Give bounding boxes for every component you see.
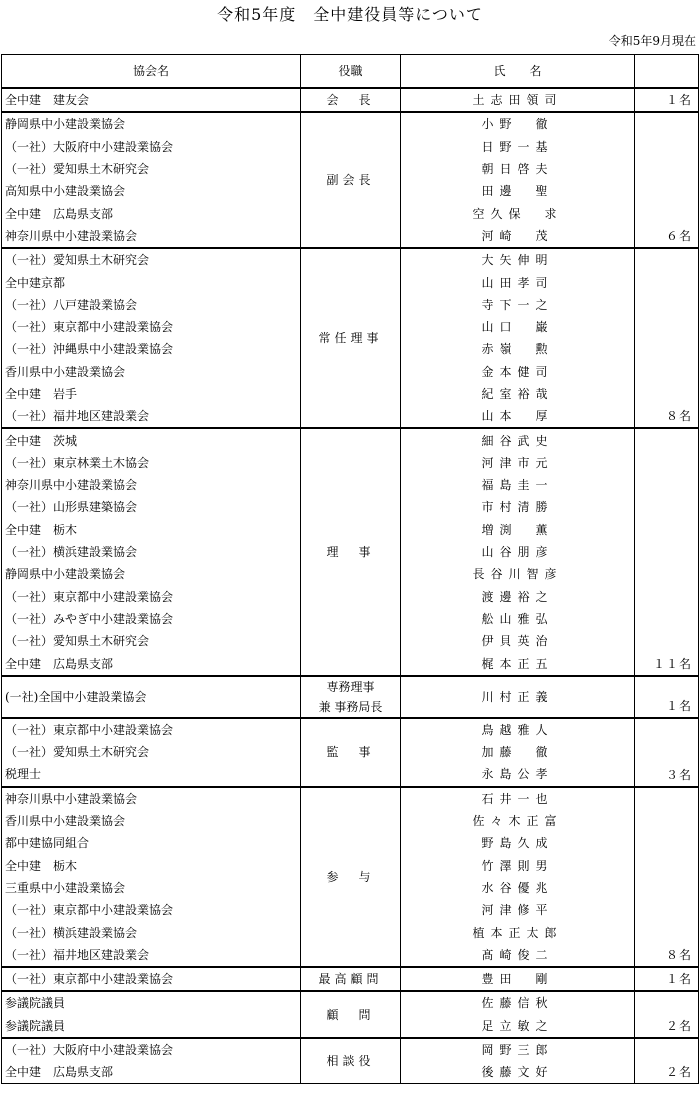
officer-name-cell: 大矢伸明 <box>401 248 635 271</box>
association-cell: （一社）八戸建設業協会 <box>2 294 301 316</box>
association-cell: （一社）東京都中小建設業協会 <box>2 316 301 338</box>
officer-name-cell: 渡邊裕之 <box>401 586 635 608</box>
officer-name-cell: 髙崎俊二 <box>401 944 635 967</box>
association-cell: 神奈川県中小建設業協会 <box>2 225 301 248</box>
association-cell: 全中建 岩手 <box>2 383 301 405</box>
role-cell: 相談役 <box>301 1038 401 1084</box>
column-header-association: 協会名 <box>2 55 301 89</box>
association-cell: 静岡県中小建設業協会 <box>2 563 301 585</box>
officer-name-cell: 岡野三郎 <box>401 1038 635 1061</box>
association-cell: 静岡県中小建設業協会 <box>2 112 301 135</box>
officer-roster-table <box>1 54 699 1084</box>
table-header-row <box>2 55 699 89</box>
officer-name-cell: 土志田領司 <box>401 88 635 112</box>
role-cell: 常任理事 <box>301 248 401 428</box>
association-cell: 三重県中小建設業協会 <box>2 877 301 899</box>
association-cell: （一社）福井地区建設業会 <box>2 944 301 967</box>
member-count-cell: １名 <box>635 676 699 718</box>
association-cell: （一社）福井地区建設業会 <box>2 405 301 428</box>
officer-name-cell: 舩山雅弘 <box>401 608 635 630</box>
association-cell: （一社）横浜建設業協会 <box>2 921 301 943</box>
association-cell: （一社）山形県建築協会 <box>2 496 301 518</box>
member-count-cell: ８名 <box>635 248 699 428</box>
association-cell: （一社）東京都中小建設業協会 <box>2 586 301 608</box>
association-cell: （一社）東京林業土木協会 <box>2 452 301 474</box>
member-count-cell: ２名 <box>635 1038 699 1084</box>
role-cell: 顧 問 <box>301 991 401 1038</box>
association-cell: 全中建 広島県支部 <box>2 652 301 675</box>
association-cell: 香川県中小建設業協会 <box>2 810 301 832</box>
officer-name-cell: 赤嶺 勲 <box>401 338 635 360</box>
column-header-count <box>635 55 699 89</box>
association-cell: 都中建協同組合 <box>2 832 301 854</box>
association-cell: （一社）大阪府中小建設業協会 <box>2 1038 301 1061</box>
officer-name-cell: 日野一基 <box>401 136 635 158</box>
officer-name-cell: 加藤 徹 <box>401 741 635 763</box>
officer-name-cell: 増渕 薫 <box>401 519 635 541</box>
member-count-cell: ８名 <box>635 787 699 967</box>
role-cell: 専務理事 兼 事務局長 <box>301 676 401 718</box>
association-cell: 全中建 広島県支部 <box>2 1061 301 1084</box>
association-cell: 全中建 広島県支部 <box>2 202 301 224</box>
officer-name-cell: 紀室裕哉 <box>401 383 635 405</box>
association-cell: 税理士 <box>2 763 301 786</box>
association-cell: 全中建 建友会 <box>2 88 301 112</box>
association-cell: 参議院議員 <box>2 1015 301 1038</box>
association-cell: (一社)全国中小建設業協会 <box>2 676 301 718</box>
officer-name-cell: 河津修平 <box>401 899 635 921</box>
association-cell: （一社）みやぎ中小建設業協会 <box>2 608 301 630</box>
association-cell: 全中建 栃木 <box>2 519 301 541</box>
officer-name-cell: 山本 厚 <box>401 405 635 428</box>
officer-name-cell: 後藤文好 <box>401 1061 635 1084</box>
association-cell: 全中建京都 <box>2 271 301 293</box>
table-row <box>2 787 699 810</box>
officer-name-cell: 河津市元 <box>401 452 635 474</box>
officer-name-cell: 伊貝英治 <box>401 630 635 652</box>
association-cell: （一社）東京都中小建設業協会 <box>2 967 301 991</box>
officer-name-cell: 朝日啓夫 <box>401 158 635 180</box>
member-count-cell: １１名 <box>635 428 699 675</box>
officer-name-cell: 川村正義 <box>401 676 635 718</box>
association-cell: （一社）愛知県土木研究会 <box>2 630 301 652</box>
officer-name-cell: 佐藤信秋 <box>401 991 635 1014</box>
member-count-cell: ３名 <box>635 718 699 787</box>
association-cell: （一社）東京都中小建設業協会 <box>2 718 301 741</box>
table-row <box>2 718 699 741</box>
table-row <box>2 112 699 135</box>
member-count-cell: １名 <box>635 967 699 991</box>
officer-name-cell: 金本健司 <box>401 361 635 383</box>
association-cell: 高知県中小建設業協会 <box>2 180 301 202</box>
table-row <box>2 967 699 991</box>
officer-name-cell: 山谷朋彦 <box>401 541 635 563</box>
officer-name-cell: 田邊 聖 <box>401 180 635 202</box>
officer-name-cell: 山口 巌 <box>401 316 635 338</box>
officer-name-cell: 空久保 求 <box>401 202 635 224</box>
page-title: 令和5年度 全中建役員等について <box>217 5 483 24</box>
as-of-date: 令和5年9月現在 <box>608 34 696 48</box>
officer-name-cell: 植本正太郎 <box>401 921 635 943</box>
association-cell: （一社）愛知県土木研究会 <box>2 741 301 763</box>
table-row <box>2 248 699 271</box>
column-header-role: 役職 <box>301 55 401 89</box>
roster-body <box>2 88 699 1084</box>
officer-name-cell: 鳥越雅人 <box>401 718 635 741</box>
association-cell: 神奈川県中小建設業協会 <box>2 474 301 496</box>
association-cell: （一社）横浜建設業協会 <box>2 541 301 563</box>
association-cell: 参議院議員 <box>2 991 301 1014</box>
officer-name-cell: 梶本正五 <box>401 652 635 675</box>
member-count-cell: ６名 <box>635 112 699 248</box>
officer-name-cell: 市村清勝 <box>401 496 635 518</box>
association-cell: （一社）東京都中小建設業協会 <box>2 899 301 921</box>
officer-name-cell: 永島公孝 <box>401 763 635 786</box>
association-cell: （一社）愛知県土木研究会 <box>2 158 301 180</box>
officer-name-cell: 佐々木正富 <box>401 810 635 832</box>
association-cell: 香川県中小建設業協会 <box>2 361 301 383</box>
column-header-name: 氏 名 <box>401 55 635 89</box>
association-cell: 全中建 茨城 <box>2 428 301 451</box>
officer-name-cell: 細谷武史 <box>401 428 635 451</box>
table-row <box>2 1038 699 1061</box>
officer-name-cell: 水谷優兆 <box>401 877 635 899</box>
officer-name-cell: 河崎 茂 <box>401 225 635 248</box>
association-cell: （一社）大阪府中小建設業協会 <box>2 136 301 158</box>
association-cell: 全中建 栃木 <box>2 855 301 877</box>
table-row <box>2 676 699 718</box>
officer-name-cell: 長谷川智彦 <box>401 563 635 585</box>
officer-name-cell: 小野 徹 <box>401 112 635 135</box>
officer-name-cell: 福島圭一 <box>401 474 635 496</box>
officer-name-cell: 寺下一之 <box>401 294 635 316</box>
role-cell: 理 事 <box>301 428 401 675</box>
association-cell: 神奈川県中小建設業協会 <box>2 787 301 810</box>
role-cell: 監 事 <box>301 718 401 787</box>
member-count-cell: ２名 <box>635 991 699 1038</box>
officer-name-cell: 野島久成 <box>401 832 635 854</box>
officer-name-cell: 竹澤則男 <box>401 855 635 877</box>
member-count-cell: １名 <box>635 88 699 112</box>
table-row <box>2 88 699 112</box>
officer-name-cell: 足立敏之 <box>401 1015 635 1038</box>
officer-name-cell: 山田孝司 <box>401 271 635 293</box>
association-cell: （一社）愛知県土木研究会 <box>2 248 301 271</box>
table-row <box>2 428 699 451</box>
role-cell: 最高顧問 <box>301 967 401 991</box>
role-cell: 会 長 <box>301 88 401 112</box>
table-row <box>2 991 699 1014</box>
role-cell: 副会長 <box>301 112 401 248</box>
association-cell: （一社）沖縄県中小建設業協会 <box>2 338 301 360</box>
officer-name-cell: 豊田 剛 <box>401 967 635 991</box>
role-cell: 参 与 <box>301 787 401 967</box>
officer-name-cell: 石井一也 <box>401 787 635 810</box>
